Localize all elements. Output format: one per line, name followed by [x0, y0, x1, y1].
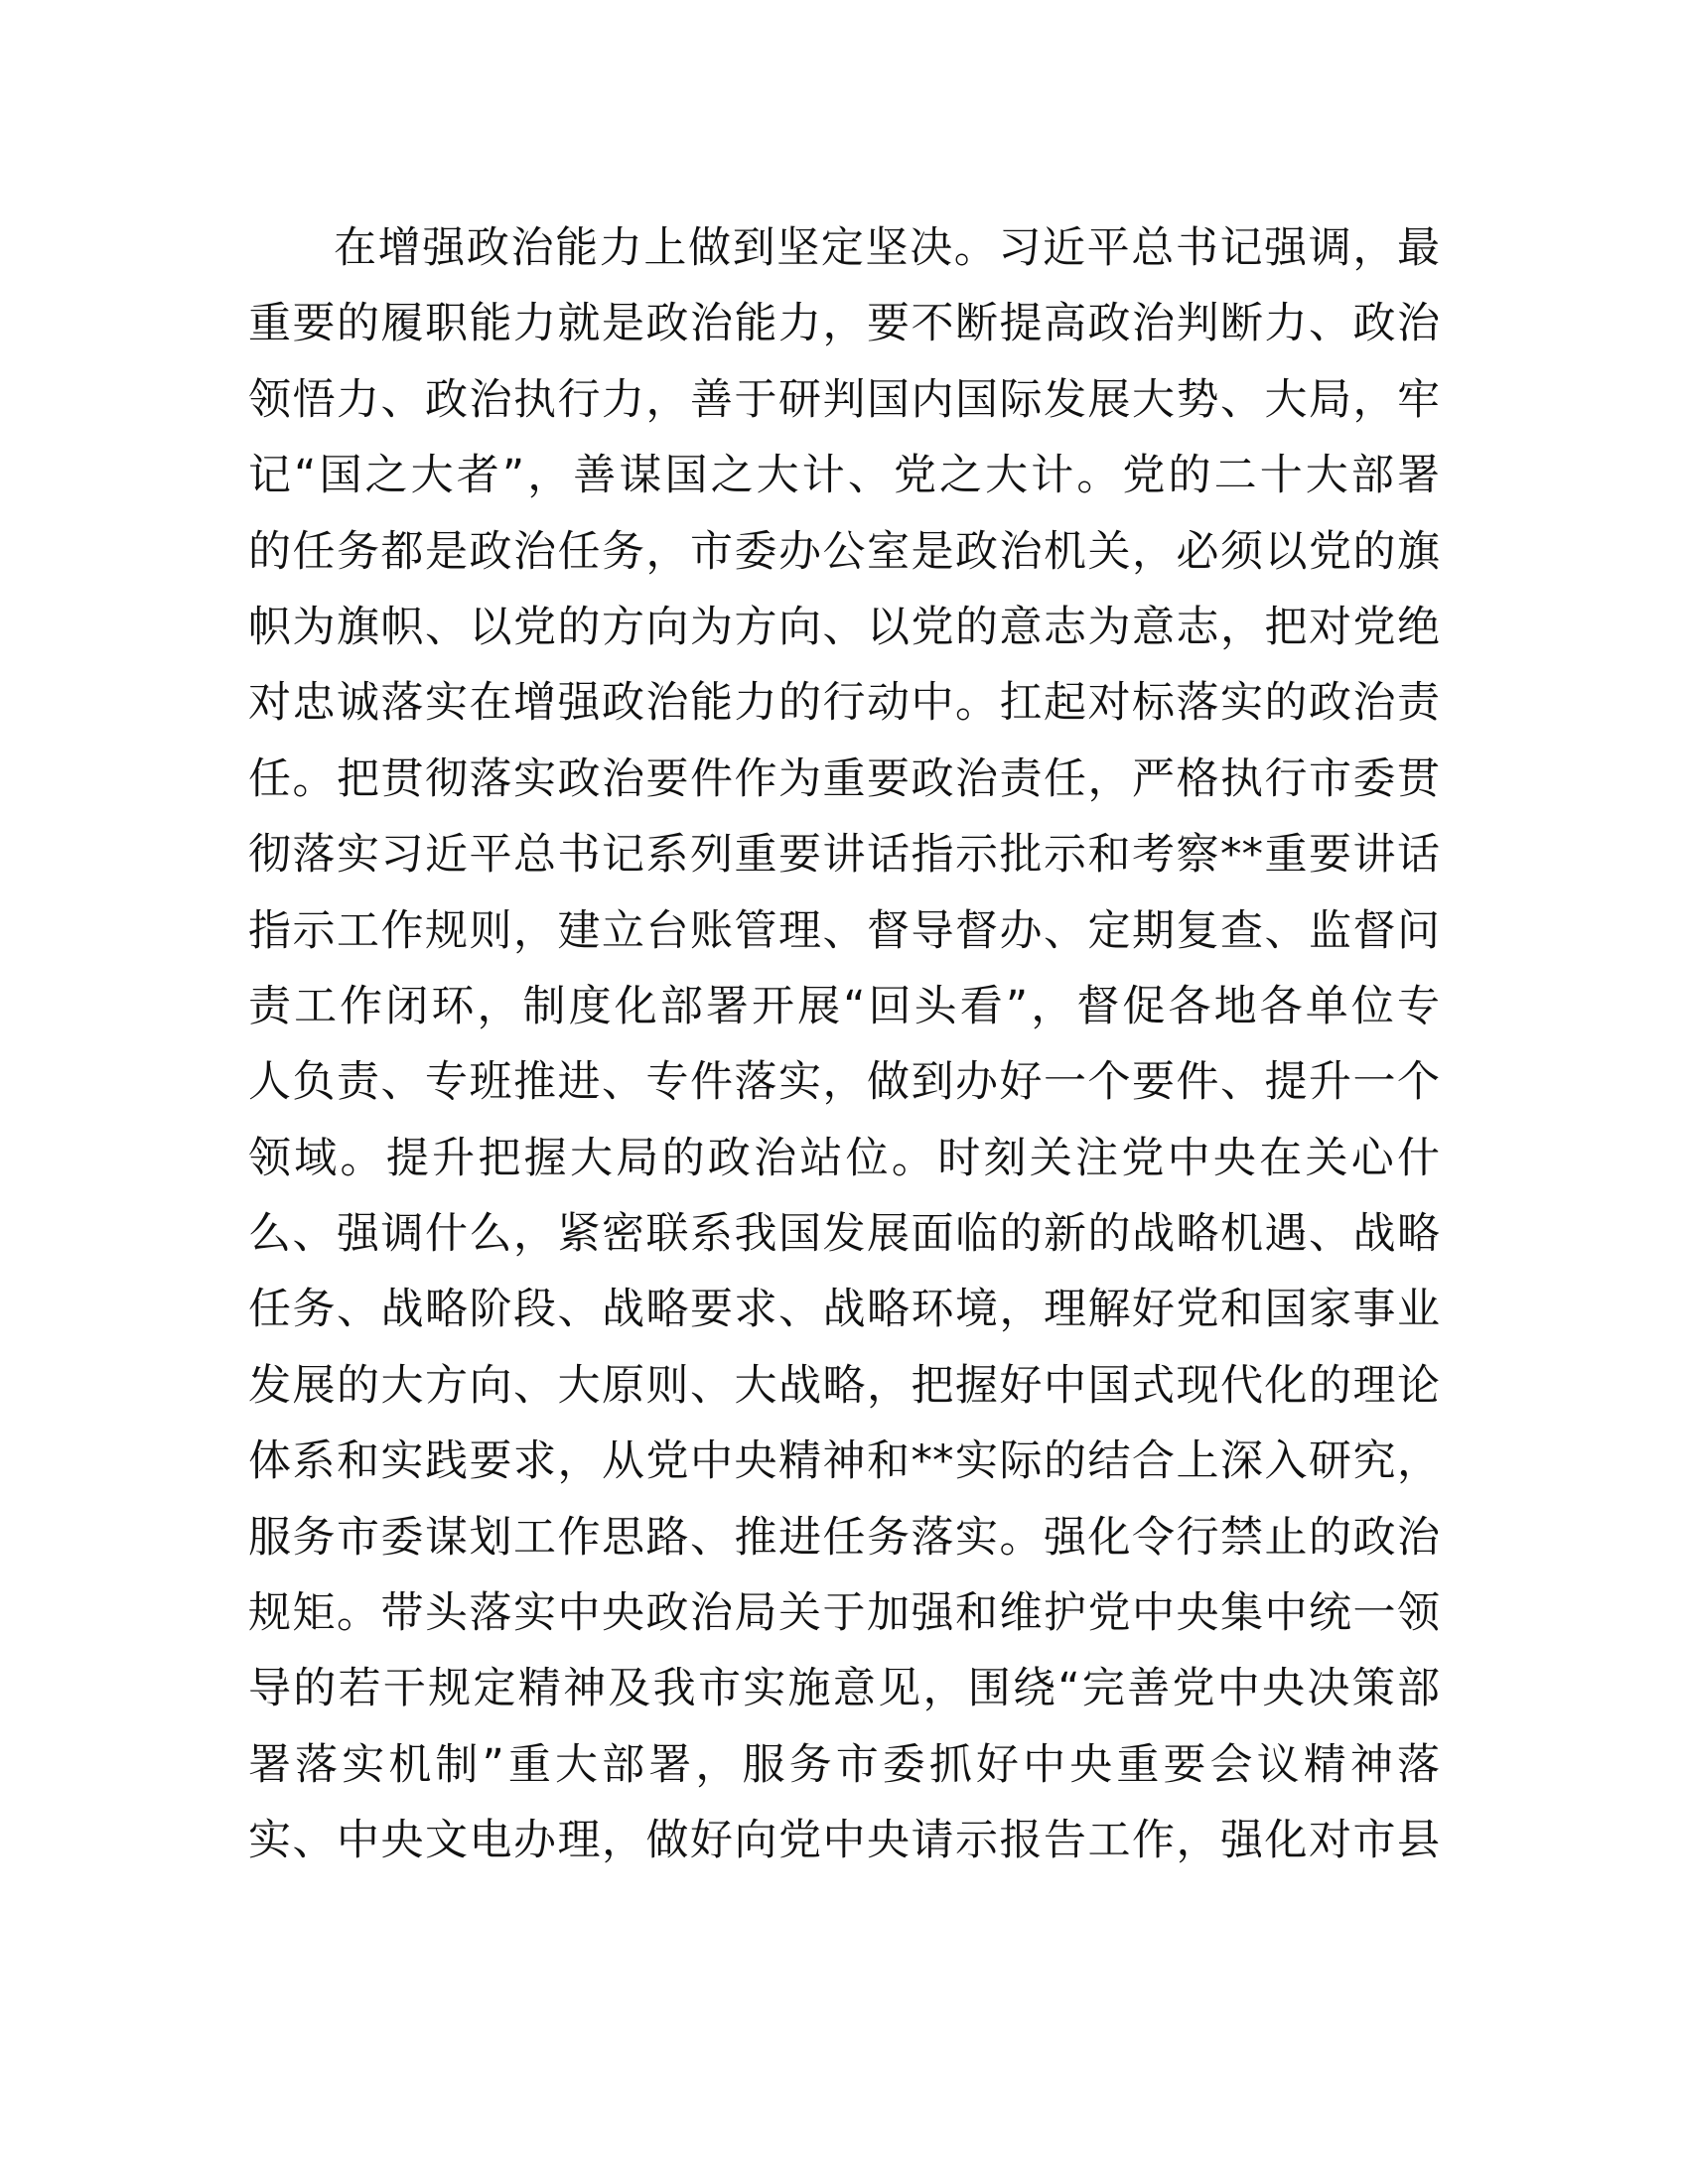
text-line: 责工作闭环，制度化部署开展“回头看”，督促各地各单位专 — [248, 981, 1440, 1031]
text-line: 署落实机制”重大部署，服务市委抓好中央重要会议精神落 — [248, 1739, 1440, 1790]
text-line: 指示工作规则，建立台账管理、督导督办、定期复查、监督问 — [248, 905, 1440, 956]
text-line: 体系和实践要求，从党中央精神和**实际的结合上深入研究， — [248, 1436, 1440, 1487]
text-line: 领域。提升把握大局的政治站位。时刻关注党中央在关心什 — [248, 1133, 1440, 1183]
text-line: 人负责、专班推进、专件落实，做到办好一个要件、提升一个 — [248, 1057, 1440, 1108]
text-line: 服务市委谋划工作思路、推进任务落实。强化令行禁止的政治 — [248, 1512, 1440, 1563]
text-line: 彻落实习近平总书记系列重要讲话指示批示和考察**重要讲话 — [248, 830, 1440, 881]
text-line: 导的若干规定精神及我市实施意见，围绕“完善党中央决策部 — [248, 1664, 1440, 1714]
text-line: 么、强调什么，紧密联系我国发展面临的新的战略机遇、战略 — [248, 1209, 1440, 1260]
text-line: 任务、战略阶段、战略要求、战略环境，理解好党和国家事业 — [248, 1285, 1440, 1335]
text-line: 任。把贯彻落实政治要件作为重要政治责任，严格执行市委贯 — [248, 753, 1440, 804]
text-line: 帜为旗帜、以党的方向为方向、以党的意志为意志，把对党绝 — [248, 602, 1440, 652]
text-line: 领悟力、政治执行力，善于研判国内国际发展大势、大局，牢 — [248, 374, 1440, 425]
text-line: 记“国之大者”，善谋国之大计、党之大计。党的二十大部署 — [248, 451, 1440, 501]
body-paragraph — [248, 210, 1440, 1879]
text-line: 发展的大方向、大原则、大战略，把握好中国式现代化的理论 — [248, 1360, 1440, 1411]
text-line: 在增强政治能力上做到坚定坚决。习近平总书记强调，最 — [334, 223, 1440, 273]
text-line: 对忠诚落实在增强政治能力的行动中。扛起对标落实的政治责 — [248, 678, 1440, 729]
text-line: 的任务都是政治任务，市委办公室是政治机关，必须以党的旗 — [248, 526, 1440, 577]
text-line: 重要的履职能力就是政治能力，要不断提高政治判断力、政治 — [248, 299, 1440, 349]
text-line: 规矩。带头落实中央政治局关于加强和维护党中央集中统一领 — [248, 1588, 1440, 1639]
text-line: 实、中央文电办理，做好向党中央请示报告工作，强化对市县 — [248, 1816, 1440, 1866]
